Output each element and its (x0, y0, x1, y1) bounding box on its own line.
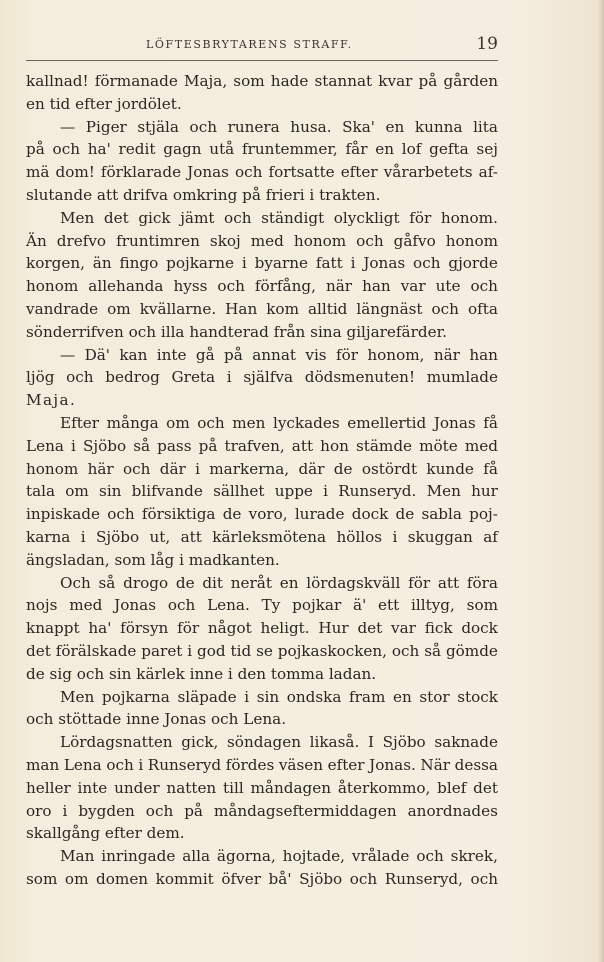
text-line: Lördagsnatten gick, söndagen likaså. I Sjöbo saknade (60, 733, 498, 752)
text-line: skallgång efter dem. (26, 824, 185, 843)
text-line: kallnad! förmanade Maja, som hade stannat kvar på gården (26, 72, 498, 90)
text-line: och stöttade inne Jonas och Lena. (26, 710, 287, 729)
text-line: slutande att drifva omkring på frieri i trakten. (26, 185, 381, 204)
text-line: Men pojkarna släpade i sin ondska fram en stor stock (60, 687, 498, 706)
text-line: knappt ha' försyn för något heligt. Hur det var fick dock (26, 619, 498, 638)
text-line: ljög och bedrog Greta i själfva dödsmenuten! mumlade (26, 368, 498, 387)
text-line: Och så drogo de dit neråt en lördagskväll för att föra (60, 573, 498, 592)
page-edge-shadow (598, 0, 604, 962)
text-line: heller inte under natten till måndagen återkommo, blef det (26, 778, 498, 797)
text-line: honom här och där i markerna, där de ostördt kunde få (26, 459, 498, 478)
text-line: Men det gick jämt och ständigt olyckligt för honom. (60, 208, 498, 227)
header-rule (26, 60, 498, 61)
text-line: inpiskade och försiktiga de voro, lurade dock de sabla poj- (26, 505, 498, 524)
text-line: man Lena och i Runseryd fördes väsen efter Jonas. När dessa (26, 755, 498, 774)
text-line: sönderrifven och illa handterad från sina giljarefärder. (26, 322, 447, 341)
text-line: Än drefvo fruntimren skoj med honom och gåfvo honom (26, 231, 498, 250)
text-line: — Dä' kan inte gå på annat vis för honom, när han (60, 345, 498, 364)
body-text (26, 70, 498, 891)
text-line: Man inringade alla ägorna, hojtade, vrålade och skrek, (60, 847, 498, 866)
text-line: honom allehanda hyss och förfång, när han var ute och (26, 277, 498, 296)
text-line: vandrade om kvällarne. Han kom alltid längnäst och ofta (26, 299, 498, 318)
text-line: — Piger stjäla och runera husa. Ska' en kunna lita (60, 117, 498, 136)
text-line: karna i Sjöbo ut, att kärleksmötena höllos i skuggan af (26, 527, 498, 546)
text-line: nojs med Jonas och Lena. Ty pojkar ä' ett illtyg, som (26, 596, 498, 615)
text-line: Efter många om och men lyckades emellertid Jonas få (60, 413, 498, 432)
text-line: Maja. (26, 391, 77, 410)
text-line: ängsladan, som låg i madkanten. (26, 550, 280, 569)
page-header (26, 34, 498, 56)
page-number: 19 (476, 34, 498, 54)
text-line: en tid efter jordölet. (26, 94, 182, 113)
text-line: det förälskade paret i god tid se pojkaskocken, och så gömde (26, 641, 498, 660)
text-line: på och ha' redit gagn utå fruntemmer, får en lof gefta sej (26, 140, 498, 159)
text-line: oro i bygden och på måndagseftermiddagen anordnades (26, 801, 498, 820)
text-line: korgen, än fingo pojkarne i byarne fatt i Jonas och gjorde (26, 254, 498, 273)
text-line: de sig och sin kärlek inne i den tomma ladan. (26, 664, 377, 683)
text-line: Lena i Sjöbo så pass på trafven, att hon stämde möte med (26, 436, 498, 455)
running-head: LÖFTESBRYTARENS STRAFF. (146, 38, 353, 51)
text-line: mä dom! förklarade Jonas och fortsatte efter vårarbetets af- (26, 163, 498, 182)
text-line: tala om sin blifvande sällhet uppe i Runseryd. Men hur (26, 482, 498, 501)
text-line: som om domen kommit öfver bå' Sjöbo och Runseryd, och (26, 869, 498, 888)
